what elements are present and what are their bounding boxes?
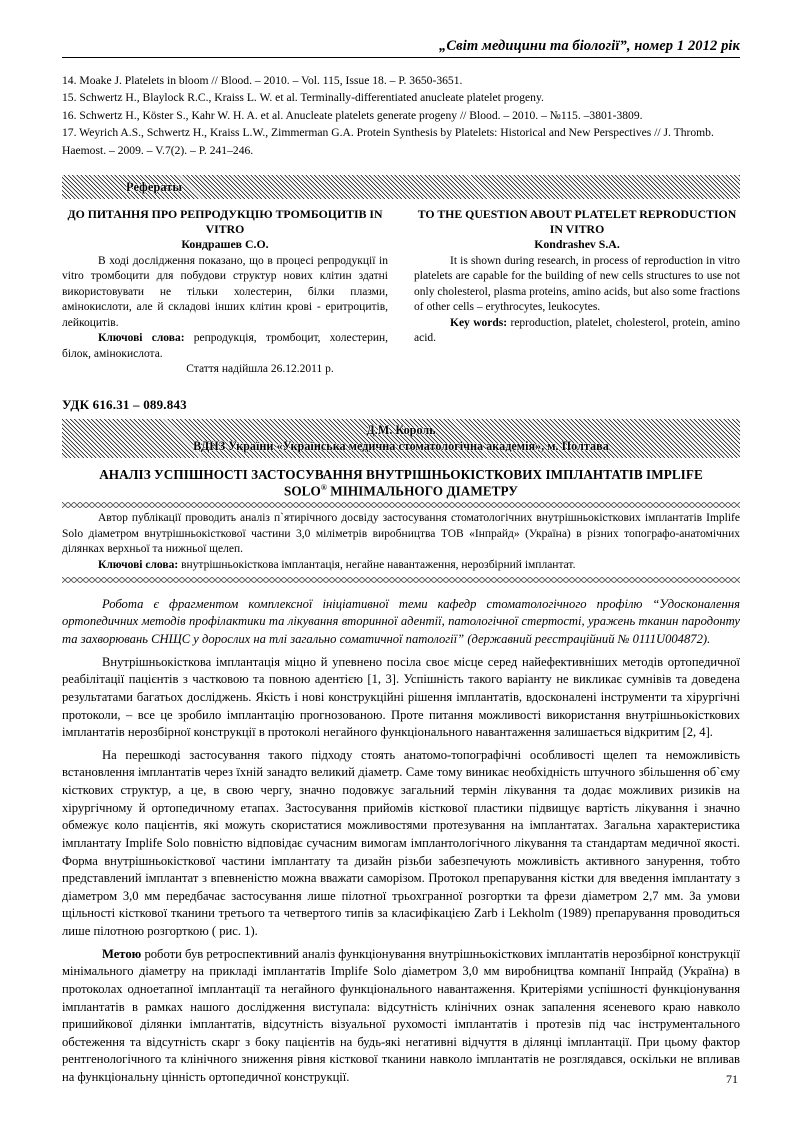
article-abstract: Автор публікації проводить аналіз п`ятирічного досвіду застосування стоматологічних внутрішньокісткових імплантатів Implife Solo діаметром внутрішньокісткової частини 3,0 міліметрів виробництва ТОВ «Інпрайд» (Україна) в різних топографо-анатомічних ділянках верхньої та нижньої щелеп.: [62, 512, 740, 556]
reference-item: 17. Weyrich A.S., Schwertz H., Kraiss L.W., Zimmerman G.A. Protein Synthesis by Platelets: Historical and New Perspectives // J. Thromb. Haemost. – 2009. – V.7(2). – P. 241–246.: [62, 126, 714, 157]
abstract-received-date: Стаття надійшла 26.12.2011 р.: [186, 362, 334, 375]
abstract-body-uk: В ході дослідження показано, що в процесі репродукції in vitro тромбоцити для побудови структур нових клітин здатні використовувати не тільки холестерин, білки плазми, амінокислоти, але й складові інших клітин крові - еритроцитів, лейкоцитів.: [62, 255, 388, 329]
keywords-label-en: Key words:: [450, 316, 508, 329]
goal-text: роботи був ретроспективний аналіз функціонування внутрішньокісткових імплантатів нерозбірної конструкції мінімального діаметру на прикладі імплантатів Implife Solo діаметром 3,0 мм виробництва компанії Інпрайд (Україна) в протоколах одноетапної імплантації та негайного функціонального навантаження. Критеріями успішності функціонування імплантатів в рамках нашого дослідження виступала: відсутність клінічних ознак запалення ясеневого краю навколо пришийкової ділянки імплантатів, відсутність візуальної рухомості імплантатів і протезів під час інструментального обстеження та відсутність скарг з боку пацієнтів на будь-які негативні відчуття в ділянці імплантації. При цьому фактор рентгенологічного та клінічного зниження рівня кісткової тканини навколо імплантатів не розглядався, оскільки не впливав на функціональну цінність ортопедичної конструкції.: [62, 946, 740, 1085]
abstract-title-en: TO THE QUESTION ABOUT PLATELET REPRODUCTION IN VITRO: [417, 206, 737, 237]
article-keywords-label: Ключові слова:: [98, 559, 179, 572]
reference-item: 15. Schwertz H., Blaylock R.C., Kraiss L. W. et al. Terminally-differentiated anucleate platelet progeny.: [62, 91, 544, 105]
body-paragraph: Внутрішньокісткова імплантація міцно й упевнено посіла своє місце серед найефективніших методів ортопедичної реабілітації пацієнтів з частковою та повною адентією [1, 3]. Успішність такого варіанту не викликає сумнівів та доведена результатами багатьох досліджень. Якість і нові конструкційні рішення імплантатів, вдосконалені інструменти та хірургічні протоколи, – все це зробило імплантацію прогнозованою. Проте питання можливості використання внутрішньокісткових імплантатів нерозбірної конструкції в протоколі негайного функціонального навантаження залишається відкритим [2, 4].: [62, 654, 740, 740]
abstract-column-english: [414, 207, 740, 375]
funding-note: Робота є фрагментом комплексної ініціативної теми кафедр стоматологічного профілю “Удосконалення ортопедичних методів профілактики та лікування вторинної адентії, патологічної стертості, уражень тканин пародонту та захворювань СНЩС у дорослих на тлі загально соматичної патології” (державний реєстраційний № 0111U004872).: [62, 596, 740, 647]
abstract-keywords-uk: [62, 331, 388, 362]
keywords-text-en: reproduction, platelet, cholesterol, protein, amino acid.: [414, 316, 741, 345]
abstract-column-ukrainian: [62, 207, 388, 375]
article-title-line2-post: МІНІМАЛЬНОГО ДІАМЕТРУ: [326, 483, 519, 499]
reference-list: [62, 72, 740, 159]
page-content: [62, 38, 740, 1087]
goal-label: Метою: [102, 946, 142, 961]
abstracts-band-label: Рефераты: [126, 179, 183, 194]
abstract-columns: [62, 207, 740, 375]
keywords-label-uk: Ключові слова:: [98, 332, 185, 345]
wavy-rule-top: [62, 502, 740, 508]
udk-code: УДК 616.31 – 089.843: [62, 396, 187, 412]
reference-item: 16. Schwertz H., Köster S., Kahr W. H. A. et al. Anucleate platelets generate progeny // Blood. – 2010. – №115. –3801-3809.: [62, 108, 643, 122]
abstract-keywords-en: [414, 316, 740, 347]
article-author: Д.М. Король: [366, 422, 436, 437]
article-title-line2-pre: SOLO: [283, 483, 321, 499]
article-affiliation: ВДНЗ України «Українська медична стоматологічна академія», м. Полтава: [193, 439, 609, 454]
article-keywords: [62, 558, 740, 576]
article-title: [62, 467, 740, 500]
article-author-band: [62, 419, 740, 458]
abstract-title-uk: ДО ПИТАННЯ ПРО РЕПРОДУКЦІЮ ТРОМБОЦИТІВ IN VITRO: [67, 206, 383, 237]
abstract-author-en: Kondrashev S.A.: [534, 237, 620, 252]
header-rule: [62, 57, 740, 58]
registered-mark: ®: [320, 483, 327, 493]
goal-paragraph: [62, 946, 740, 1087]
abstract-body-en: It is shown during research, in process of reproduction in vitro platelets are capable for the building of new cells structures to use not only cholesterol, plasma proteins, amino acids, but also some fractions of other cells – erythrocytes, leukocytes.: [414, 255, 740, 314]
abstracts-band: [62, 175, 740, 199]
abstract-author-uk: Кондрашев С.О.: [181, 237, 269, 252]
keywords-text-uk: репродукція, тромбоцит, холестерин, білок, амінокислота.: [62, 332, 388, 360]
page-number: 71: [726, 1072, 738, 1086]
wavy-rule-bottom: [62, 577, 740, 583]
body-paragraph: На перешкоді застосування такого підходу стоять анатомо-топографічні особливості щелеп та неможливість встановлення імплантатів через їхній занадто великий діаметр. Саме тому виникає необхідність штучного збільшення об`єму кісткових структур, а це, в свою чергу, значно подовжує загальний термін лікування та додає можливих ризиків на хірургічному й ортопедичному етапах. Застосування прийомів кісткової пластики підвищує вартість лікування і значно обмежує коло пацієнтів, які можуть скористатися можливостями протезування на імплантатах. Загальна характеристика імплантату Implife Solo повністю відповідає сучасним вимогам імплантологічного лікування та стандартам медичної якості. Форма внутрішньокісткової частини імплантату та дизайн різьби забезпечують можливість активного занурення, тобто представлений імплантат з впевненістю можна вважати саморізом. Протокол препарування кістки для введення імплантату з діаметром 3,0 мм передбачає застосування лише пілотної трьохгранної розгортки та фрези діаметром 2,7 мм. За умови щільності кісткової тканини третього та четвертого типів за класифікацією Zarb i Lekholm (1989) препарування проводиться лише пілотною розгорткою ( рис. 1).: [62, 747, 740, 939]
running-header: „Світ медицини та біології”, номер 1 2012 рік: [439, 38, 740, 54]
reference-item: 14. Moake J. Platelets in bloom // Blood. – 2010. – Vol. 115, Issue 18. – P. 3650-3651.: [62, 74, 463, 87]
article-title-line1: АНАЛІЗ УСПІШНОСТІ ЗАСТОСУВАННЯ ВНУТРІШНЬОКІСТКОВИХ ІМПЛАНТАТІВ IMPLIFE: [99, 466, 703, 482]
article-keywords-text: внутрішньокісткова імплантація, негайне навантаження, нерозбірний імплантат.: [181, 559, 576, 572]
